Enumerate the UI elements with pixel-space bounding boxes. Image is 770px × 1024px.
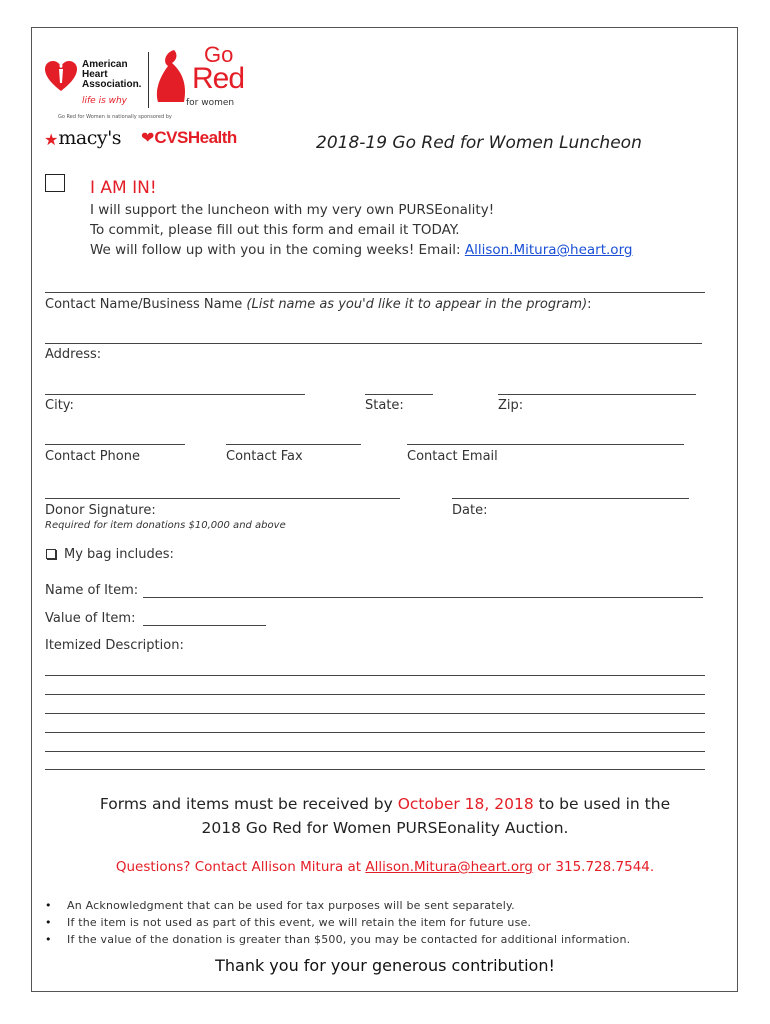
aha-line1: American: [82, 59, 128, 70]
email-line[interactable]: [407, 444, 684, 445]
signature-line[interactable]: [45, 498, 400, 499]
heart-torch-icon: [44, 59, 78, 93]
questions-line: [0, 859, 770, 875]
contact-name-note: (List name as you'd like it to appear in the program): [246, 297, 588, 312]
item-value-label: Value of Item:: [45, 611, 136, 626]
fax-line[interactable]: [226, 444, 361, 445]
email-label: Contact Email: [407, 449, 498, 464]
phone-line[interactable]: [45, 444, 185, 445]
i-am-in-label: I AM IN!: [90, 178, 157, 198]
note-value-contact: • If the value of the donation is greater than $500, you may be contacted for additional information.: [45, 931, 630, 948]
bag-label: My bag includes:: [64, 547, 174, 562]
contact-name-colon: :: [587, 297, 592, 312]
intro-email-link[interactable]: Allison.Mitura@heart.org: [464, 242, 633, 258]
description-line-5[interactable]: [45, 751, 705, 752]
star-icon: ★: [44, 130, 59, 149]
aha-line2: Heart: [82, 69, 108, 80]
description-line-3[interactable]: [45, 713, 705, 714]
macys-text: macy's: [58, 127, 122, 149]
date-line[interactable]: [452, 498, 689, 499]
go-red-word3: for women: [186, 98, 235, 108]
city-line[interactable]: [45, 394, 305, 395]
intro-line-1: I will support the luncheon with my very own PURSEonality!: [90, 202, 495, 218]
go-red-word1: Go: [204, 42, 234, 67]
cvs-heart-icon: ❤: [141, 128, 155, 147]
thanks-text: Thank you for your generous contribution!: [215, 956, 555, 975]
aha-logo: [44, 55, 144, 110]
signature-label: Donor Signature:: [45, 503, 156, 518]
questions-text-1: Questions? Contact Allison Mitura at: [115, 859, 366, 875]
i-am-in-checkbox[interactable]: [45, 174, 65, 192]
state-label: State:: [365, 398, 404, 413]
item-name-line[interactable]: [143, 597, 703, 598]
deadline-line-2: 2018 Go Red for Women PURSEonality Auction.: [201, 819, 569, 837]
deadline-line-1: [0, 795, 770, 813]
questions-text-2: or 315.728.7544.: [533, 859, 655, 875]
note-retain-item: • If the item is not used as part of this event, we will retain the item for future use.: [45, 914, 630, 931]
logo-divider: [148, 52, 149, 108]
description-label: Itemized Description:: [45, 638, 184, 653]
deadline-text-2: to be used in the: [533, 795, 671, 813]
go-red-word2: Red: [192, 62, 245, 95]
aha-tagline: life is why: [82, 96, 128, 106]
description-line-2[interactable]: [45, 694, 705, 695]
go-red-logo: [152, 44, 244, 110]
intro-line-2: To commit, please fill out this form and email it TODAY.: [90, 222, 460, 238]
date-label: Date:: [452, 503, 488, 518]
notes-list: [45, 897, 630, 948]
note-acknowledgment: • An Acknowledgment that can be used for tax purposes will be sent separately.: [45, 897, 630, 914]
bag-checkbox[interactable]: [46, 549, 56, 559]
description-line-4[interactable]: [45, 732, 705, 733]
page-title: 2018-19 Go Red for Women Luncheon: [316, 133, 642, 153]
description-line-6[interactable]: [45, 769, 705, 770]
item-value-line[interactable]: [143, 625, 266, 626]
sponsor-note: Go Red for Women is nationally sponsored by: [58, 114, 172, 120]
phone-label: Contact Phone: [45, 449, 140, 464]
questions-email-link[interactable]: Allison.Mitura@heart.org: [365, 859, 533, 875]
signature-note: Required for item donations $10,000 and above: [45, 520, 286, 531]
deadline-date: October 18, 2018: [397, 795, 534, 813]
cvs-text: CVSHealth: [154, 128, 237, 147]
contact-name-label: [45, 297, 592, 312]
intro-line-3-text: We will follow up with you in the coming weeks! Email:: [90, 242, 465, 258]
description-line-1[interactable]: [45, 675, 705, 676]
macys-logo: [44, 127, 121, 149]
contact-name-text: Contact Name/Business Name: [45, 297, 247, 312]
zip-label: Zip:: [498, 398, 524, 413]
deadline-text-1: Forms and items must be received by: [99, 795, 398, 813]
aha-line3: Association.: [82, 79, 142, 90]
zip-line[interactable]: [498, 394, 696, 395]
fax-label: Contact Fax: [226, 449, 303, 464]
state-line[interactable]: [365, 394, 433, 395]
city-label: City:: [45, 398, 74, 413]
cvs-logo: [141, 128, 237, 150]
item-name-label: Name of Item:: [45, 583, 139, 598]
go-red-dress-icon: [152, 48, 192, 104]
address-label: Address:: [45, 347, 102, 362]
contact-name-line[interactable]: [45, 292, 705, 293]
address-line[interactable]: [45, 343, 702, 344]
intro-line-3: [90, 242, 632, 258]
